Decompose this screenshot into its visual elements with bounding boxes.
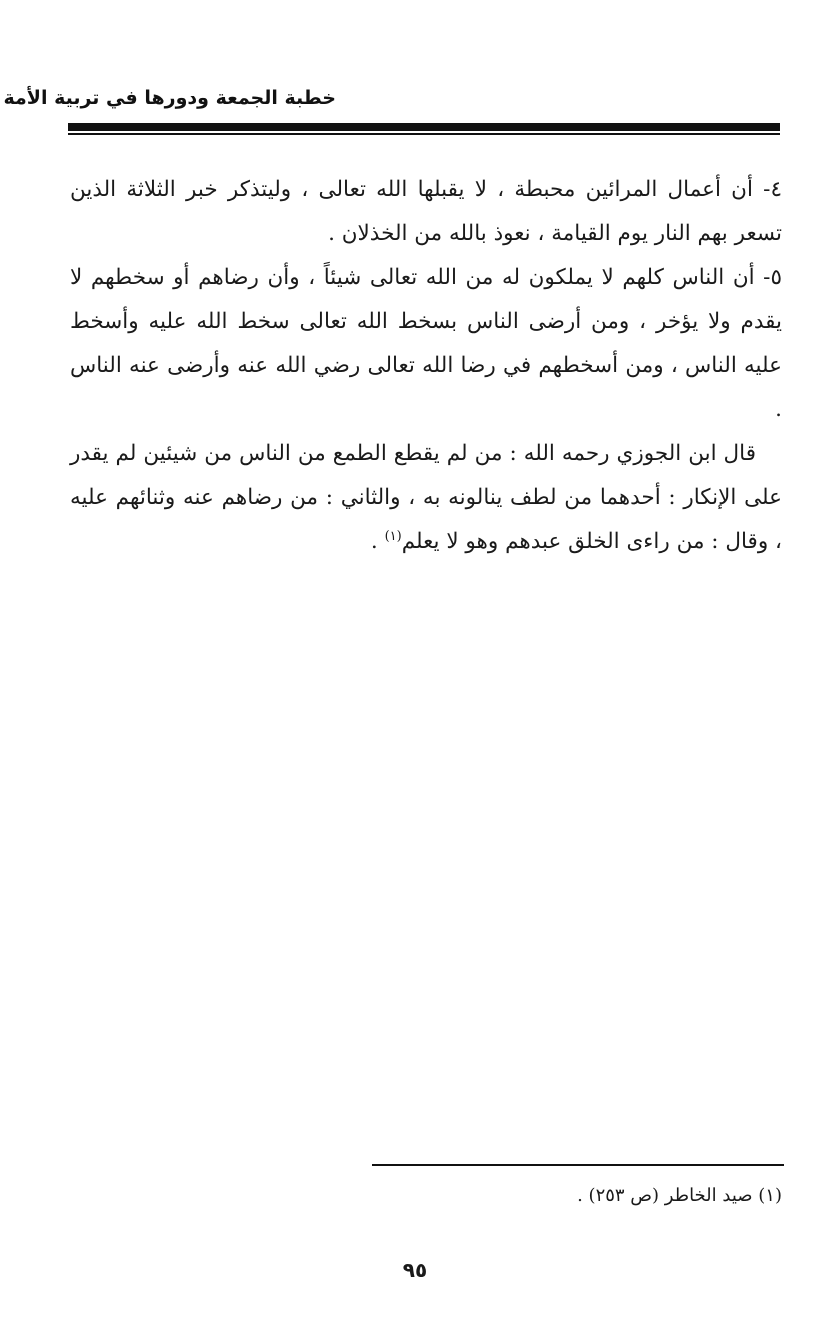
paragraph-point-4: ٤- أن أعمال المرائين محبطة ، لا يقبلها الله تعالى ، وليتذكر خبر الثلاثة الذين تسعر بهم النار يوم القيامة ، نعوذ بالله من الخذلان . bbox=[70, 177, 782, 246]
page-number: ٩٥ bbox=[402, 1258, 428, 1282]
main-text bbox=[70, 168, 782, 564]
footnote-separator bbox=[372, 1164, 784, 1166]
footnote-reference: (١) bbox=[384, 528, 402, 544]
header-rule-thick bbox=[68, 123, 780, 131]
header-rule-thin bbox=[68, 133, 780, 135]
paragraph-quote bbox=[70, 432, 782, 564]
running-title: خطبة الجمعة ودورها في تربية الأمة bbox=[3, 87, 336, 109]
quote-end: . bbox=[370, 529, 385, 554]
quote-text: قال ابن الجوزي رحمه الله : من لم يقطع الطمع من الناس من شيئين لم يقدر على الإنكار : أحدهما من لطف ينالونه به ، والثاني : من رضاهم عنه وثنائهم عليه ، وقال : من راءى الخلق عبدهم وهو لا يعلم bbox=[70, 441, 782, 554]
footnote-1: (١) صيد الخاطر (ص ٢٥٣) . bbox=[577, 1185, 782, 1206]
paragraph-point-5: ٥- أن الناس كلهم لا يملكون له من الله تعالى شيئاً ، وأن رضاهم أو سخطهم لا يقدم ولا يؤخر ، ومن أرضى الناس بسخط الله تعالى سخط الله عليه وأسخط عليه الناس ، ومن أسخطهم في رضا الله تعالى رضي الله عنه وأرضى عنه الناس . bbox=[70, 265, 782, 422]
